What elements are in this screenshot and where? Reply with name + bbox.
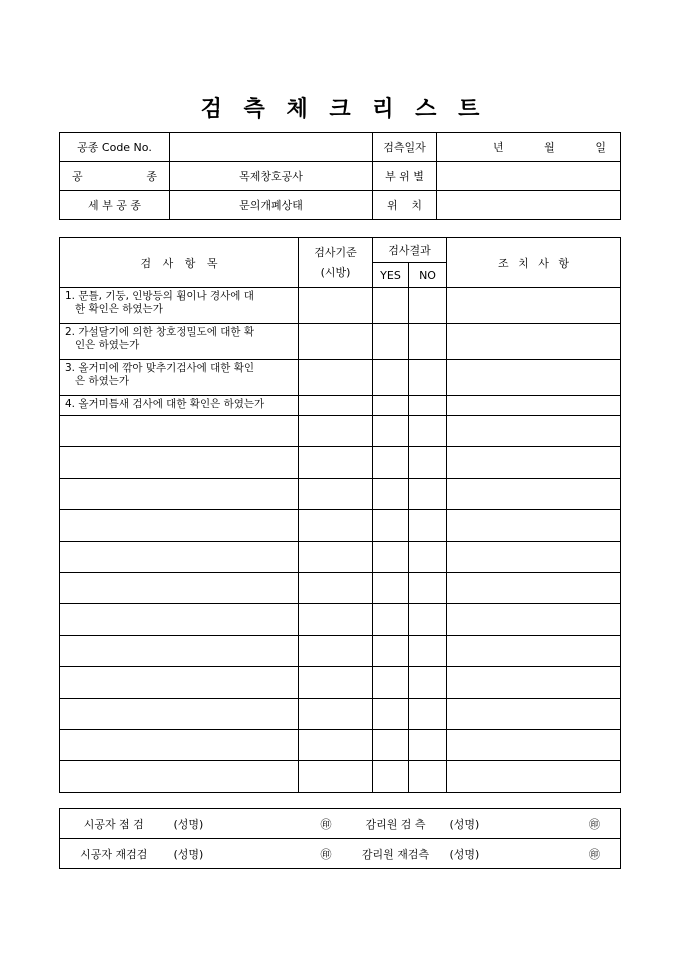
work-type-label-part1: 공 (72, 170, 83, 183)
no-cell[interactable] (409, 761, 447, 792)
no-cell[interactable] (409, 510, 447, 541)
seal-icon: ㊞ (268, 809, 346, 839)
no-cell[interactable] (409, 541, 447, 572)
date-day: 일 (595, 141, 606, 154)
contractor-check-name[interactable]: (성명) (168, 809, 268, 839)
table-row (60, 729, 621, 760)
code-label: 공종 Code No. (60, 133, 170, 162)
table-row (60, 541, 621, 572)
no-cell[interactable] (409, 447, 447, 478)
check-item: 4. 올거미틈새 검사에 대한 확인은 하였는가 (60, 396, 299, 416)
header-info-table (59, 132, 621, 220)
table-row (60, 604, 621, 635)
check-item (60, 698, 299, 729)
yes-cell[interactable] (373, 396, 409, 416)
table-row (60, 667, 621, 698)
check-item: 2. 가설달기에 의한 창호정밀도에 대한 확 인은 하였는가 (60, 324, 299, 360)
seal-icon: ㊞ (268, 839, 346, 869)
action-cell[interactable] (447, 541, 621, 572)
no-cell[interactable] (409, 667, 447, 698)
check-item (60, 761, 299, 792)
action-cell[interactable] (447, 396, 621, 416)
action-cell[interactable] (447, 416, 621, 447)
no-cell[interactable] (409, 288, 447, 324)
action-cell[interactable] (447, 729, 621, 760)
standard-cell[interactable] (299, 288, 373, 324)
col-action-header: 조 치 사 항 (447, 238, 621, 288)
location-label (373, 191, 437, 220)
table-row (60, 510, 621, 541)
part-value[interactable] (437, 162, 621, 191)
action-cell[interactable] (447, 635, 621, 666)
check-item (60, 635, 299, 666)
date-year: 년 (493, 141, 504, 154)
standard-cell[interactable] (299, 698, 373, 729)
inspection-date-value[interactable] (437, 133, 621, 162)
standard-cell[interactable] (299, 324, 373, 360)
col-standard-line2: (시방) (320, 265, 351, 279)
check-item (60, 604, 299, 635)
check-item (60, 541, 299, 572)
yes-cell[interactable] (373, 288, 409, 324)
action-cell[interactable] (447, 288, 621, 324)
no-cell[interactable] (409, 416, 447, 447)
action-cell[interactable] (447, 698, 621, 729)
yes-cell[interactable] (373, 604, 409, 635)
inspection-date-label: 검측일자 (373, 133, 437, 162)
no-cell[interactable] (409, 635, 447, 666)
action-cell[interactable] (447, 572, 621, 603)
table-row (60, 288, 621, 324)
standard-cell[interactable] (299, 510, 373, 541)
table-row (60, 635, 621, 666)
action-cell[interactable] (447, 761, 621, 792)
action-cell[interactable] (447, 604, 621, 635)
yes-cell[interactable] (373, 360, 409, 396)
standard-cell[interactable] (299, 396, 373, 416)
yes-cell[interactable] (373, 729, 409, 760)
check-item (60, 729, 299, 760)
no-cell[interactable] (409, 360, 447, 396)
no-cell[interactable] (409, 729, 447, 760)
table-row (60, 324, 621, 360)
action-cell[interactable] (447, 360, 621, 396)
yes-cell[interactable] (373, 447, 409, 478)
yes-cell[interactable] (373, 635, 409, 666)
check-item (60, 572, 299, 603)
check-item (60, 510, 299, 541)
yes-cell[interactable] (373, 541, 409, 572)
action-cell[interactable] (447, 324, 621, 360)
table-row (60, 447, 621, 478)
contractor-recheck-label: 시공자 재검검 (60, 839, 168, 869)
standard-cell[interactable] (299, 667, 373, 698)
standard-cell[interactable] (299, 635, 373, 666)
location-label-part2: 치 (411, 199, 422, 212)
yes-cell[interactable] (373, 761, 409, 792)
part-label: 부 위 별 (373, 162, 437, 191)
table-row (60, 698, 621, 729)
page-title: 검 측 체 크 리 스 트 (200, 96, 480, 122)
yes-cell[interactable] (373, 572, 409, 603)
table-row (60, 572, 621, 603)
location-label-part1: 위 (387, 199, 398, 212)
no-cell[interactable] (409, 478, 447, 509)
yes-cell[interactable] (373, 510, 409, 541)
action-cell[interactable] (447, 510, 621, 541)
action-cell[interactable] (447, 667, 621, 698)
col-no-header: NO (409, 263, 447, 288)
table-row (60, 761, 621, 792)
table-row (60, 416, 621, 447)
no-cell[interactable] (409, 572, 447, 603)
checklist-table (59, 237, 621, 793)
col-standard-line1: 검사기준 (314, 245, 357, 259)
yes-cell[interactable] (373, 698, 409, 729)
check-item (60, 416, 299, 447)
yes-cell[interactable] (373, 324, 409, 360)
contractor-check-label: 시공자 점 검 (60, 809, 168, 839)
table-row (60, 360, 621, 396)
check-item (60, 447, 299, 478)
no-cell[interactable] (409, 698, 447, 729)
contractor-recheck-name[interactable]: (성명) (168, 839, 268, 869)
supervisor-recheck-label: 감리원 재검측 (346, 839, 446, 869)
yes-cell[interactable] (373, 667, 409, 698)
detail-type-label: 세 부 공 종 (60, 191, 170, 220)
seal-icon: ㊞ (542, 809, 621, 839)
standard-cell[interactable] (299, 604, 373, 635)
col-standard-header (299, 238, 373, 288)
standard-cell[interactable] (299, 478, 373, 509)
standard-cell[interactable] (299, 416, 373, 447)
action-cell[interactable] (447, 447, 621, 478)
standard-cell[interactable] (299, 761, 373, 792)
no-cell[interactable] (409, 324, 447, 360)
work-type-label-part2: 종 (146, 170, 157, 183)
standard-cell[interactable] (299, 447, 373, 478)
check-item (60, 667, 299, 698)
work-type-value[interactable]: 목제창호공사 (170, 162, 373, 191)
supervisor-check-name[interactable]: (성명) (446, 809, 542, 839)
check-item: 1. 문틀, 기둥, 인방등의 휨이나 경사에 대 한 확인은 하였는가 (60, 288, 299, 324)
table-row (60, 396, 621, 416)
location-value[interactable] (437, 191, 621, 220)
detail-type-value[interactable]: 문의개폐상태 (170, 191, 373, 220)
no-cell[interactable] (409, 604, 447, 635)
code-value[interactable] (170, 133, 373, 162)
check-item (60, 478, 299, 509)
supervisor-recheck-name[interactable]: (성명) (446, 839, 542, 869)
standard-cell[interactable] (299, 541, 373, 572)
col-result-header: 검사결과 (373, 238, 447, 263)
standard-cell[interactable] (299, 729, 373, 760)
check-item: 3. 올거미에 깎아 맞추기검사에 대한 확인 은 하였는가 (60, 360, 299, 396)
col-yes-header: YES (373, 263, 409, 288)
seal-icon: ㊞ (542, 839, 621, 869)
standard-cell[interactable] (299, 360, 373, 396)
standard-cell[interactable] (299, 572, 373, 603)
no-cell[interactable] (409, 396, 447, 416)
action-cell[interactable] (447, 478, 621, 509)
table-row (60, 478, 621, 509)
col-item-header: 검 사 항 목 (60, 238, 299, 288)
supervisor-check-label: 감리원 검 측 (346, 809, 446, 839)
yes-cell[interactable] (373, 416, 409, 447)
yes-cell[interactable] (373, 478, 409, 509)
work-type-label (60, 162, 170, 191)
signature-table (59, 808, 621, 869)
date-month: 월 (544, 141, 555, 154)
